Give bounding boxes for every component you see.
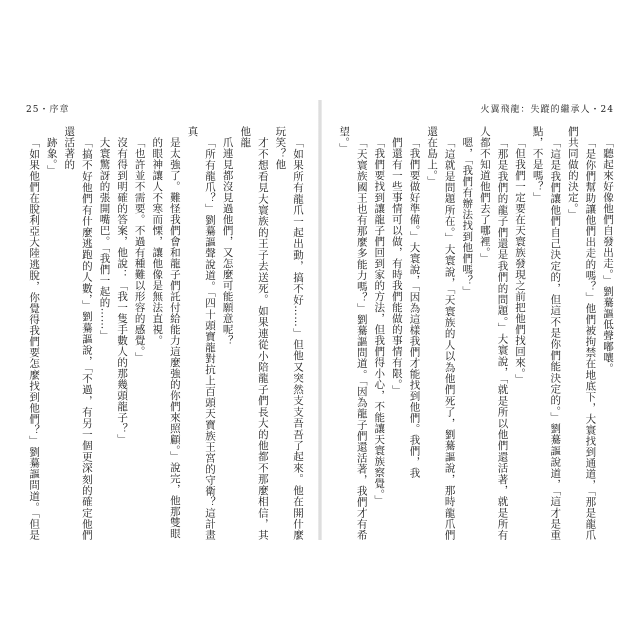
paragraph: 「我們要找到讓龍子們回到家的方法，但我們得小心，不能讓天寰族察覺。」 [373,136,386,506]
paragraph: 「所有龍爪？」劉驀謳聲說道。「四十頭寶龍對抗上百頭天寶族王宮的守衛？這計畫真 [186,126,217,540]
paragraph: 跡象。」 [45,136,58,176]
paragraph: 「我們要做好準備。」大寰說，「因為這樣我們才能找到他們。我們，我 [408,136,421,478]
paragraph: 「但我們一定要在天寰族發現之前把他們找回來。」 [514,136,527,385]
page-header-right: 火翼飛龍：失蹤的繼承人・24 [480,105,614,115]
paragraph: 「也許並不需要。不過有種難以形容的感覺。」 [133,136,146,363]
paragraph: 「聽起來好像他們自發出走。」劉驀謳低聲嘟嚷。 [602,136,614,374]
paragraph: 們還有一些事情可以做，有時我們能做的事情有限。」 [390,136,403,396]
left-page-text [24,126,306,540]
paragraph: 的眼神讓人不寒而慄，讓他像是無法直視。 [151,136,164,346]
paragraph: 是太強了。難怪我們會和龍子們託付給能力這麼強的你們來照顧。」說完，他那雙眼 [168,136,181,539]
paragraph [334,126,335,540]
book-spread [20,100,620,540]
paragraph: 才不想看見大寰族的王子去送死。如果連從小陪龍子們長大的他都不那麼相信，其他龍 [239,126,269,540]
paragraph: 「那是我們的龍子們還是我們的問題。」大寰說，「就是所以他們還活著，就是所有人都不知道他們去了哪裡。」 [478,126,509,540]
paragraph: 「這就是問題所在。」大寰說，「天寰族的人以為他們死了，劉驀謳說，那時龍爪們還在島上。」 [426,126,456,540]
paragraph: 沒有得到明確的答案，他說：「我一隻手數人的那幾頭龍子？」 [116,136,129,445]
paragraph: 「這是我們讓他們自己決定的，但這不是你們能決定的。」劉驀謳說道，「這才是重點，不是嗎？」 [531,126,562,540]
paragraph: 「是你們幫助讓他們出走的嗎？」他們被拘禁在地底下，大寰找到通道，「那是龍爪們共同做的決定。」 [566,126,597,540]
paragraph: 「如果他們在脫利亞大陸逃脫，你覺得我們要怎麼找到他們？」劉驀謳問道。「但是 [28,136,41,540]
paragraph: 「天寰族國王也有那麼多能力嗎？」劉驀謳問道。「因為龍子們還活著，我們才有希望。」 [338,126,368,540]
page-header-left: 25・序章 [26,105,70,115]
paragraph: 大寰驚訝的張開嘴巴。「我們一起的……」 [98,136,111,341]
right-page-text [334,126,616,540]
book-gutter [318,100,322,540]
paragraph: 「如果所有龍爪一起出動，搞不好……」但他又突然支支吾吾了起來。他在開什麼玩笑？他 [274,126,304,540]
right-page [330,100,620,540]
paragraph: 爪連見都沒見過他們，又怎麼可能願意呢？ [221,136,234,346]
paragraph: 「搞不好他們有什麼逃跑的人數，」劉驀謳說，「不過，有另一個更深刻的確定他們還活著的 [63,126,93,540]
paragraph: 嗯，「我們有辦法找到他們嗎？」 [461,136,474,297]
left-page [20,100,310,540]
